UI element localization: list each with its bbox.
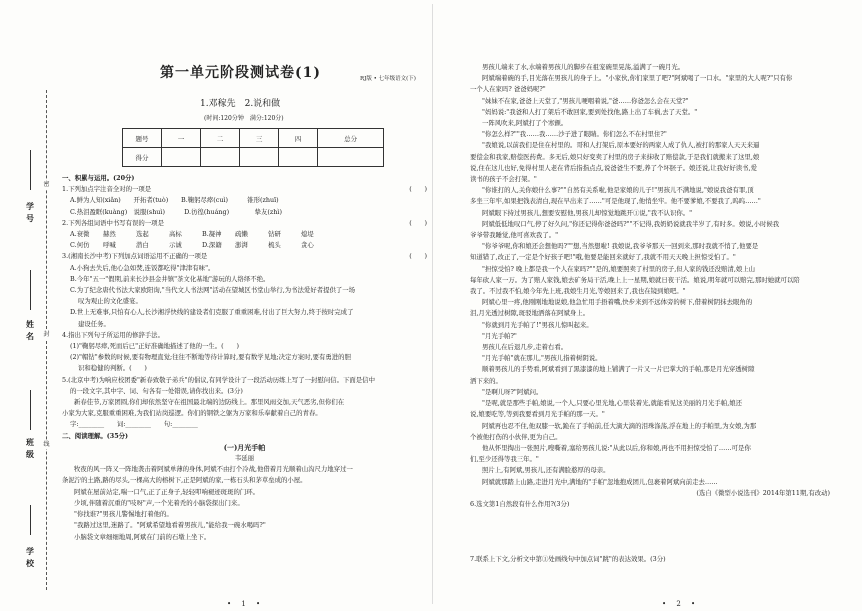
word: B.凝神: [202, 230, 222, 239]
story-paragraph-cont: 要偿金和我家,赔偿医药费。多无后,娘只好变卖了村里的房子来抹收了赔偿款,于是我们就搬来了这里,娘: [470, 152, 760, 161]
question-6: 6.选文第1自然段有什么作用?(3分): [470, 499, 570, 508]
story-paragraph: 照片上,有阿斌,男孩儿,还有满脸憨厚的母亲。: [482, 466, 610, 475]
story-paragraph-cont: 条泥泞的土路,路的尽头,一棵高大的榕树下,正是阿斌的家,一栋石头和茅草垒成的小屋。: [62, 476, 307, 485]
story-paragraph: "我娘说,以前我们是住在村里的。哥和人打架后,原本要好的两家人成了仇人,被打的那家人天天来逼: [482, 141, 760, 150]
story-paragraph: 阿斌眼下持过男孩儿,想要安慰他,男孩儿却惊觉地跳开①说,"我不认识你。": [482, 208, 693, 217]
story-author: 韦延丽: [234, 454, 255, 463]
story-paragraph-cont: 泪,月光透过树隙,斑驳地洒落在阿斌身上。: [470, 309, 590, 318]
story-paragraph-cont: 们,至少还得等我三年。": [470, 455, 539, 464]
story-paragraph: 阿斌在屋前站定,喘一口气,正了正身子,轻轻叩响褪迹斑斑的门环。: [74, 487, 260, 496]
right-column: [470, 62, 830, 510]
label-class: 班级: [26, 437, 34, 459]
story-paragraph-cont: 多坐三年牢,如果把钱表清白,现在早出来了……"可是他现了,他悄坐牢。他不要爹娘,不要我了,呜呜……": [470, 197, 761, 206]
section-2-heading: 二、阅读理解。(35分): [62, 431, 129, 440]
score-cell[interactable]: [162, 148, 201, 167]
page-number-2: • 2 •: [662, 600, 700, 608]
story-paragraph-cont: 知道错了,改正了,一定是个好孩子吧!"哦,他要是能回来就好了,我就不用天天晚上担惊受怕了。": [470, 253, 736, 262]
word: 赫然: [103, 230, 116, 239]
q4-part-2-cont: 识和稳健的判断。( ): [78, 364, 147, 373]
story-paragraph: "月光手帕"就在那儿,"男孩儿指着树阴说。: [482, 354, 602, 363]
edition-label: RJ版 • 七年级语文(下): [360, 76, 416, 82]
answer-paren: ( ): [409, 185, 427, 194]
word: 澎湃: [235, 241, 248, 250]
word: 示诚: [169, 241, 182, 250]
word: A.衰微: [70, 230, 90, 239]
score-table-head-row: [123, 129, 384, 148]
story-paragraph-cont: 我了。不过我不怕,娘今年先上班,我娘生月光,等娘回来了,我也在镜到娘吧。": [470, 287, 686, 296]
story-paragraph-cont: 每年砍人家一万。为了赔人家钱,娘去矿务局干活,晚上上一星期,娘就日夜干活。娘说,明年就可以赔完,那时她就可以陪: [470, 275, 800, 284]
word: 呼喊: [103, 241, 116, 250]
seal-line: [46, 90, 47, 590]
letter-text-cont: 小家为大家,克服重重困难,为我们站岗巡逻。你们的钢铁之躯为万家和乐奉献着自己的青春。: [62, 409, 322, 418]
word: 疏懒: [235, 230, 248, 239]
word: 熄堤: [301, 230, 314, 239]
page-divider: [432, 4, 433, 604]
answer-paren: ( ): [409, 252, 427, 261]
score-cell[interactable]: [318, 148, 384, 167]
story-paragraph: 阿斌心里一疼,他刚刚地地说娘,他急忙用手捂着嘴,快步来到不远体旁的树下,借着树阴抹去眼角的: [482, 298, 753, 307]
story-paragraph: 牧夜的风一阵又一阵地袭击着阿斌单薄的身体,阿斌不由打个冷战,他借着月光顺着山沟尺力地穿过一: [74, 465, 353, 474]
question-7: 7.联系上下文,分析文中第①处画线句中加点词"跳"的表达效果。(3分): [470, 555, 666, 563]
q3-option-d-cont: 建设任务。: [78, 319, 110, 328]
time-info: (时间:120分钟 满分:120分): [204, 115, 284, 122]
story-paragraph: 一阵风吹来,阿斌打了个寒颤。: [482, 119, 568, 128]
score-row-label: 得分: [123, 148, 162, 167]
q3-option-c-cont: 叹为观止的文化盛宴。: [78, 297, 142, 306]
q4-part-1: (1)"鞠躬尽瘁,死而后已"正好准确地描述了他的一生。( ): [70, 342, 239, 351]
story-paragraph-cont: 洒下来的。: [470, 376, 502, 385]
question-7-block: [470, 554, 830, 565]
left-column: [62, 173, 427, 543]
label-name: 姓名: [26, 319, 34, 341]
exam-title: 第一单元阶段测试卷(1): [160, 65, 321, 81]
story-paragraph: "是呢,就是那些手帕,娘说,一个人,只要心里光地,心里装着光,就能看见这美丽的月光手帕,娘还: [482, 399, 743, 408]
question-1: [62, 184, 427, 195]
score-table-row: [123, 148, 384, 167]
story-paragraph: 阿斌再也忍不住,他双膝一软,跪在了手帕前,任大滴大滴的泪珠涤荡,浮在地上的手帕里,为女娘,为那: [482, 421, 757, 430]
q2-text: 2.下列各组词语中书写有误的一项是: [62, 218, 164, 227]
word: 贪心: [301, 241, 314, 250]
q1-text: 1.下列加点字注音全对的一项是: [62, 185, 152, 194]
story-paragraph: 男孩儿在后退几步,走着右看。: [482, 343, 568, 352]
story-paragraph: 阿斌低低地叹口气,停了好久问,"你还记得你爸爸吗?""不记得,我奶奶说就我半岁了,有时多。娘说,小时候我: [482, 219, 780, 228]
story-paragraph: "你爷爷呢,你和娘还会想他吗?""想,当然想啦! 我娘说,我爷爷那天一回到来,那时我就不悄了,他要是: [482, 242, 759, 251]
q3-option-b: B.今年"五一"假期,前来长沙县金井镇"茶文化基地"游玩的人络绎不绝。: [70, 274, 270, 283]
score-cell[interactable]: [201, 148, 240, 167]
tag-feng: 封: [43, 331, 50, 338]
lesson-subtitle: 1.邓稼先 2.说和做: [200, 99, 281, 109]
story-paragraph: 阿斌端着碗的手,目光落在男孩儿的身子上。"小家伙,你们家里了吧?"阿斌喝了一口水。"家里的大人呢?"只有你: [482, 74, 793, 83]
word: 潜白: [136, 241, 149, 250]
story-paragraph: "月光手帕?": [482, 331, 517, 340]
label-school: 学校: [26, 546, 34, 568]
score-head: 四: [279, 129, 318, 148]
word: 钻研: [268, 230, 281, 239]
story-paragraph: 男孩儿端来了水,水端着男孩儿的脚步在祖宠碗里晃荡,溢满了一碗月光。: [482, 63, 685, 71]
score-cell[interactable]: [240, 148, 279, 167]
q2-options-ab: [62, 229, 427, 240]
story-paragraph: "是啊儿呀?"阿斌问。: [482, 387, 543, 396]
story-paragraph: "你就到月光手帕了!"男孩儿惊叫起来。: [482, 320, 593, 329]
word: 梳头: [268, 241, 281, 250]
q3-option-c: C.为了纪念唐代书法大家欧阳询,"当代文人书法网"活动在望城区书堂山举行,为书法爱好者提供了一场: [70, 286, 356, 295]
q1-options-cd: C.热泪盈眶(kuàng) 说服(shuì) D.彷徨(huáng) 挚友(zhì): [70, 207, 282, 216]
story-paragraph: 少顷,伴随着沉重的"吱呀"声,一个光着秃的小脑袋探出门来。: [74, 498, 244, 507]
student-id-blank: [30, 150, 31, 190]
word: 高标: [169, 230, 182, 239]
score-head: 二: [201, 129, 240, 148]
q5-answer-blanks: 字:________ 词:________ 句:________: [70, 420, 198, 429]
q1-options-ab: A.鲜为人知(xiǎn) 开拓者(tuò) B.鞠躬尽瘁(cuì) 锥形(zhuī): [70, 196, 279, 205]
question-4: 4.指出下列句子所运用的修辞手法。: [62, 330, 164, 339]
binding-margin: [0, 0, 62, 611]
question-5-cont: 的一段文字,其中字、词、句各有一处错误,请你找出来。(3分): [70, 386, 243, 395]
story-paragraph-cont: 个被他打伤的小伙伴,更为自己。: [470, 432, 562, 441]
score-table: [122, 128, 384, 167]
story-title: (一)月光手帕: [223, 442, 266, 452]
score-head: 三: [240, 129, 279, 148]
story-paragraph: 小脑袋文章细细地周,阿斌在门前的石墩上坐下。: [74, 532, 211, 541]
story-paragraph: "妈妈说:"我爸和人打了架后不敢回家,要到处找他,路上出了车祸,去了天堂。": [482, 107, 698, 116]
score-head: 一: [162, 129, 201, 148]
q3-option-d: D.世上无难事,只怕有心人,长沙湘浮快线的建设者们克服了重重困难,付出了巨大努力,终于按时完成了: [70, 308, 354, 317]
question-5: 5.(北京中考)为响应校团委"新春致敬子弟兵"的倡议,有同学设计了一段活动历练上写了一封慰问信。下面是信中: [62, 375, 375, 384]
story-source: (选自《微型小说选刊》2014年第11期,有改动): [696, 488, 830, 497]
story-paragraph-cont: 说,住在这儿也好,免得村里人老在背后指指点点,说爸爸生不要,养了个坏胚子。娘还说,让我好好读书,爱: [470, 163, 757, 172]
q3-text: 3.(湘南长沙中考)下列加点词语运用不正确的一项是: [62, 252, 208, 261]
q2-options-cd: [62, 240, 427, 251]
score-head: 总分: [318, 129, 384, 148]
answer-paren: ( ): [409, 218, 427, 227]
story-paragraph: "你谁打的人,关你娘什么事?""自然有关系啦,他是家娘的儿子!"男孩儿不满地说,"娘说我爸有罪,顶: [482, 186, 754, 195]
word: D.深籍: [202, 241, 222, 250]
question-3: [62, 251, 427, 262]
question-2: [62, 218, 427, 229]
story-paragraph: "我路过这里,迷路了。"阿斌希望地看着男孩儿,"能给我一碗水喝吗?": [74, 521, 266, 530]
story-paragraph: "担惊受怕? 晚上都是我一个人在家吗?""是的,娘要照卖了村里的房子,但人家的钱还没赔清,娘上山: [482, 264, 756, 273]
story-paragraph: "你怎么样?""我……我……沙子进了眼睛。你们怎么不在村里住?": [482, 130, 667, 139]
story-paragraph-cont: 读书的孩子不会打架。": [470, 175, 537, 184]
word: C.何仿: [70, 241, 90, 250]
story-paragraph: "妹妹不在家,爸爸上天堂了,"男孩儿哽咽着说,"爸……你爸怎么会在天堂?": [482, 96, 689, 105]
letter-text: 新春佳节,万家团圆,你们却依然坚守在祖国最北端的边防线上。那里风雨交加,天气恶劣,但你们在: [74, 398, 345, 407]
tag-xian: 线: [43, 441, 50, 448]
score-cell[interactable]: [279, 148, 318, 167]
score-head: 题号: [123, 129, 162, 148]
school-blank: [30, 505, 31, 535]
story-paragraph-cont: 说,娘要吃等,等到我要看到月光手帕的那一天。": [470, 410, 605, 419]
tag-mi: 密: [43, 181, 50, 188]
class-blank: [30, 390, 31, 430]
story-paragraph: 顺着男孩儿的手势看,阿斌看到了黑漆漆的地上铺满了一片又一片巴掌大的手帕,那是月光穿透树隙: [482, 365, 755, 374]
story-paragraph-cont: 一个人在家吗? 爸爸妈呢?": [470, 85, 546, 94]
q4-part-2: (2)"帽钻"参数的时候,要有物理直觉;往往不断地等待计算时,要有数学见地;决定方案时,要有勇进的胆: [70, 353, 351, 362]
story-paragraph-cont: 爷爷带我睡觉,他可喜欢我了。": [470, 231, 559, 240]
story-paragraph: "你找谁?"男孩儿警惕地打着他的。: [74, 510, 173, 519]
name-blank: [30, 270, 31, 310]
story-paragraph: 他从怀里掏出一张照片,嗖嘶着,塞给男孩儿说:"从此以后,你和娘,再也不用担惊受怕了……可是你: [482, 443, 751, 452]
label-student-id: 学号: [26, 201, 34, 223]
word: 选起: [136, 230, 149, 239]
page-number-1: • 1 •: [227, 600, 265, 608]
section-1-heading: 一、积累与运用。(20分): [62, 174, 135, 182]
story-paragraph: 阿斌就那踏上山路,走进月光中,满地的"手帕"忽地抱成团儿,包裹着阿斌向前走去……: [482, 477, 718, 486]
q3-option-a: A.小狗去失后,他心急如焚,连饭都吃得"津津有味"。: [70, 263, 215, 272]
